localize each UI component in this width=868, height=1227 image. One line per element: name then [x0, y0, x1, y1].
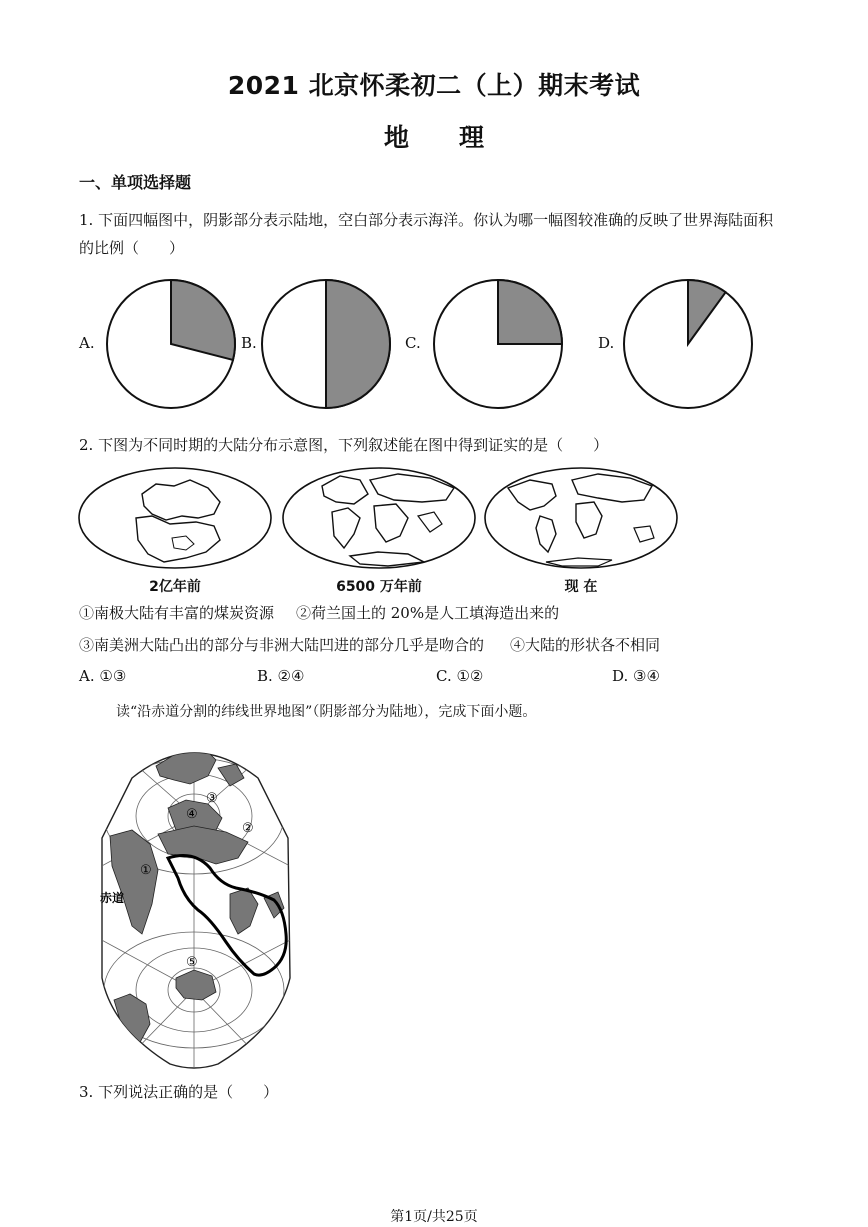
map-marker-1: ① [140, 863, 152, 878]
q1-option-a-label: A. [79, 334, 95, 352]
section-heading: 一、单项选择题 [79, 173, 192, 192]
q2-statement-3: ③南美洲大陆凸出的部分与非洲大陆凹进的部分几乎是吻合的 [79, 636, 485, 654]
map-marker-3: ③ [206, 791, 218, 806]
continental-drift-maps [78, 466, 778, 574]
map-65-million-years [283, 468, 475, 568]
q2-choice-b: B. ②④ [257, 667, 305, 685]
land-slice [498, 280, 562, 344]
q1-stem-line1: 1. 下面四幅图中，阴影部分表示陆地，空白部分表示海洋。你认为哪一幅图较准确的反映了世界海陆面积 [79, 211, 774, 229]
q2-choice-d: D. ③④ [612, 667, 660, 685]
q3-stem: 3. 下列说法正确的是（ ） [79, 1083, 279, 1101]
q2-statement-1: ①南极大陆有丰富的煤炭资源 [79, 604, 275, 622]
map-intro: 读“沿赤道分割的纬线世界地图”（阴影部分为陆地），完成下面小题。 [116, 704, 537, 720]
q1-stem-line2: 的比例（ ） [79, 239, 185, 257]
map-marker-4: ④ [186, 807, 198, 822]
caption-present: 现 在 [564, 579, 598, 595]
page-footer: 第1页/共25页 [390, 1209, 478, 1225]
q2-choice-a: A. ①③ [79, 667, 127, 685]
pie-chart-b [262, 280, 390, 408]
pie-chart-d [624, 280, 752, 408]
map-present [485, 468, 677, 568]
q2-statement-4: ④大陆的形状各不相同 [510, 636, 661, 654]
map-marker-2: ② [242, 821, 254, 836]
q2-choice-c: C. ①② [436, 667, 484, 685]
q1-option-c-label: C. [405, 334, 421, 352]
equator-label: 赤道 [100, 891, 125, 905]
page-title: 2021 北京怀柔初二（上）期末考试 [227, 71, 641, 100]
subject-title: 地 理 [383, 123, 484, 152]
map-200-million-years [79, 468, 271, 568]
pie-chart-c [434, 280, 562, 408]
q1-pie-charts [0, 0, 868, 420]
equator-split-world-map [98, 738, 298, 1072]
q1-option-b-label: B. [241, 334, 257, 352]
q2-stem: 2. 下图为不同时期的大陆分布示意图，下列叙述能在图中得到证实的是（ ） [79, 436, 609, 454]
caption-200-million: 2亿年前 [149, 579, 201, 595]
land-slice [326, 280, 390, 408]
caption-65-million: 6500 万年前 [336, 579, 422, 595]
map-marker-5: ⑤ [186, 955, 198, 970]
q1-option-d-label: D. [598, 334, 615, 352]
q2-statement-2: ②荷兰国土的 20%是人工填海造出来的 [296, 604, 560, 622]
pie-chart-a [107, 280, 235, 408]
